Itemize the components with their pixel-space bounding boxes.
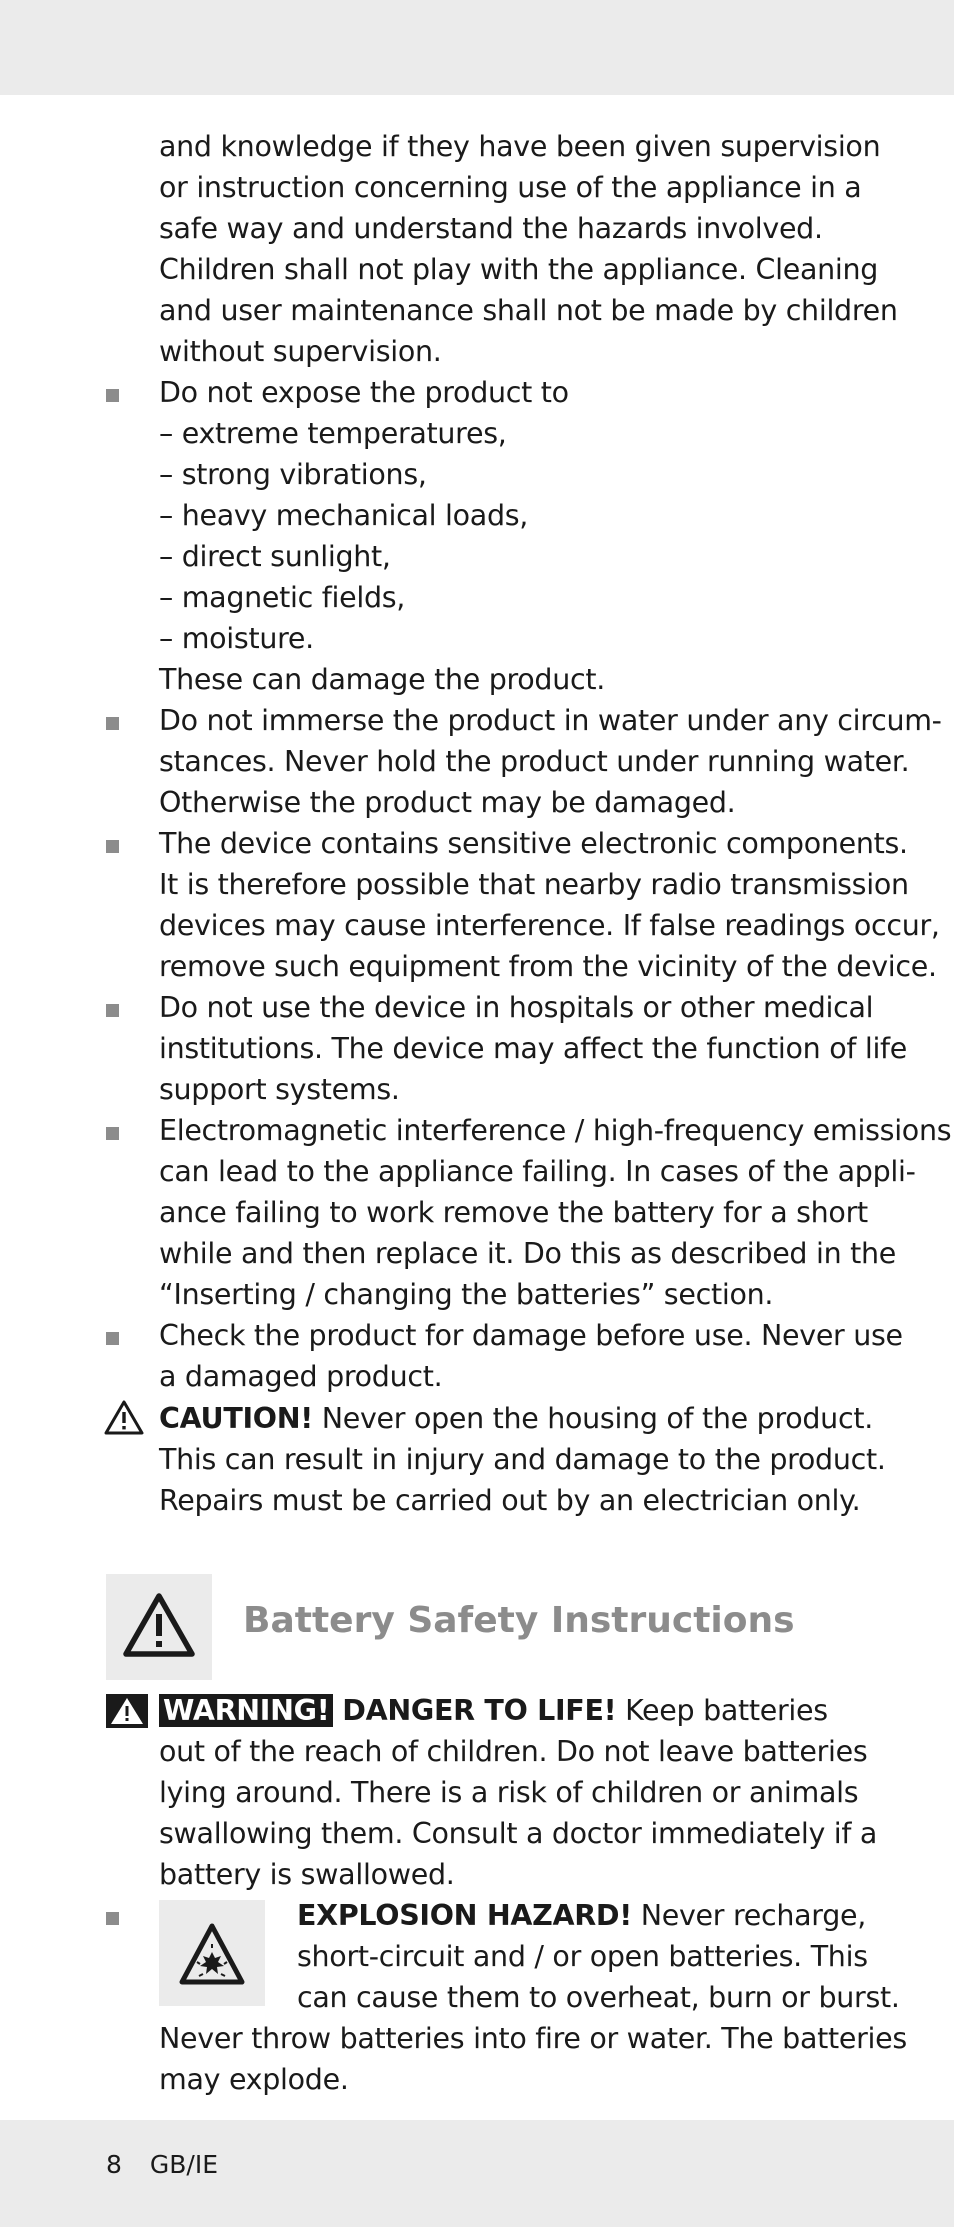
bullet-marker xyxy=(106,389,119,402)
text-line: Otherwise the product may be damaged. xyxy=(159,786,736,819)
warning-text: Keep batteries xyxy=(616,1694,828,1727)
page-number: 8 xyxy=(106,2150,122,2179)
page-footer xyxy=(106,2150,218,2179)
warning-badge: WARNING! xyxy=(159,1694,333,1727)
text-line xyxy=(297,1895,866,1936)
text-line: out of the reach of children. Do not leave batteries xyxy=(159,1735,868,1768)
text-line: The device contains sensitive electronic components. xyxy=(159,827,908,860)
list-item: – heavy mechanical loads, xyxy=(159,499,529,532)
text-line: Do not expose the product to xyxy=(159,376,569,409)
explosion-hazard-icon xyxy=(159,1900,265,2006)
text-line: It is therefore possible that nearby radio transmission xyxy=(159,868,909,901)
caution-label: CAUTION! xyxy=(159,1402,313,1435)
danger-label: DANGER TO LIFE! xyxy=(342,1694,617,1727)
explosion-text: Never recharge, xyxy=(631,1899,866,1932)
text-line: can lead to the appliance failing. In cases of the appli- xyxy=(159,1155,916,1188)
bullet-marker xyxy=(106,1912,119,1925)
text-line: devices may cause interference. If false readings occur, xyxy=(159,909,940,942)
text-line: lying around. There is a risk of children or animals xyxy=(159,1776,859,1809)
text-line: support systems. xyxy=(159,1073,400,1106)
text-line: without supervision. xyxy=(159,335,442,368)
text-line: stances. Never hold the product under running water. xyxy=(159,745,910,778)
explosion-label: EXPLOSION HAZARD! xyxy=(297,1899,632,1932)
bullet-marker xyxy=(106,840,119,853)
list-item: – magnetic fields, xyxy=(159,581,406,614)
text-line: ance failing to work remove the battery for a short xyxy=(159,1196,868,1229)
text-line: or instruction concerning use of the appliance in a xyxy=(159,171,862,204)
section-title: Battery Safety Instructions xyxy=(243,1600,795,1641)
text-line: Check the product for damage before use. Never use xyxy=(159,1319,903,1352)
text-line: “Inserting / changing the batteries” section. xyxy=(159,1278,774,1311)
caution-text: Never open the housing of the product. xyxy=(312,1402,873,1435)
list-item: – extreme temperatures, xyxy=(159,417,507,450)
list-item: – moisture. xyxy=(159,622,314,655)
text-line xyxy=(159,1690,828,1731)
list-item: – strong vibrations, xyxy=(159,458,427,491)
text-line: and user maintenance shall not be made by children xyxy=(159,294,898,327)
text-line: a damaged product. xyxy=(159,1360,443,1393)
text-line: institutions. The device may affect the function of life xyxy=(159,1032,908,1065)
text-line: Never throw batteries into fire or water. The batteries xyxy=(159,2022,907,2055)
text-line: while and then replace it. Do this as described in the xyxy=(159,1237,896,1270)
text-line: These can damage the product. xyxy=(159,663,605,696)
text-line: may explode. xyxy=(159,2063,349,2096)
text-line: Children shall not play with the appliance. Cleaning xyxy=(159,253,879,286)
locale-label: GB/IE xyxy=(149,2150,219,2179)
bullet-marker xyxy=(106,1127,119,1140)
text-line: Repairs must be carried out by an electrician only. xyxy=(159,1484,861,1517)
list-item: – direct sunlight, xyxy=(159,540,391,573)
header-band xyxy=(0,0,954,95)
bullet-marker xyxy=(106,717,119,730)
text-line: short-circuit and / or open batteries. This xyxy=(297,1940,868,1973)
warning-triangle-icon xyxy=(104,1399,144,1435)
section-icon-box xyxy=(106,1574,212,1680)
text-line xyxy=(159,1398,873,1439)
text-line: remove such equipment from the vicinity of the device. xyxy=(159,950,937,983)
text-line: Do not use the device in hospitals or other medical xyxy=(159,991,874,1024)
text-line: swallowing them. Consult a doctor immediately if a xyxy=(159,1817,878,1850)
warning-icon xyxy=(106,1694,148,1728)
text-line: Electromagnetic interference / high-frequency emissions xyxy=(159,1114,952,1147)
bullet-marker xyxy=(106,1332,119,1345)
text-line: and knowledge if they have been given supervision xyxy=(159,130,881,163)
text-line: This can result in injury and damage to the product. xyxy=(159,1443,886,1476)
text-line: Do not immerse the product in water under any circum- xyxy=(159,704,942,737)
warning-triangle-icon xyxy=(106,1574,212,1680)
text-line: can cause them to overheat, burn or burst. xyxy=(297,1981,900,2014)
text-line: safe way and understand the hazards involved. xyxy=(159,212,823,245)
text-line: battery is swallowed. xyxy=(159,1858,455,1891)
bullet-marker xyxy=(106,1004,119,1017)
explosion-icon-box xyxy=(159,1900,265,2006)
